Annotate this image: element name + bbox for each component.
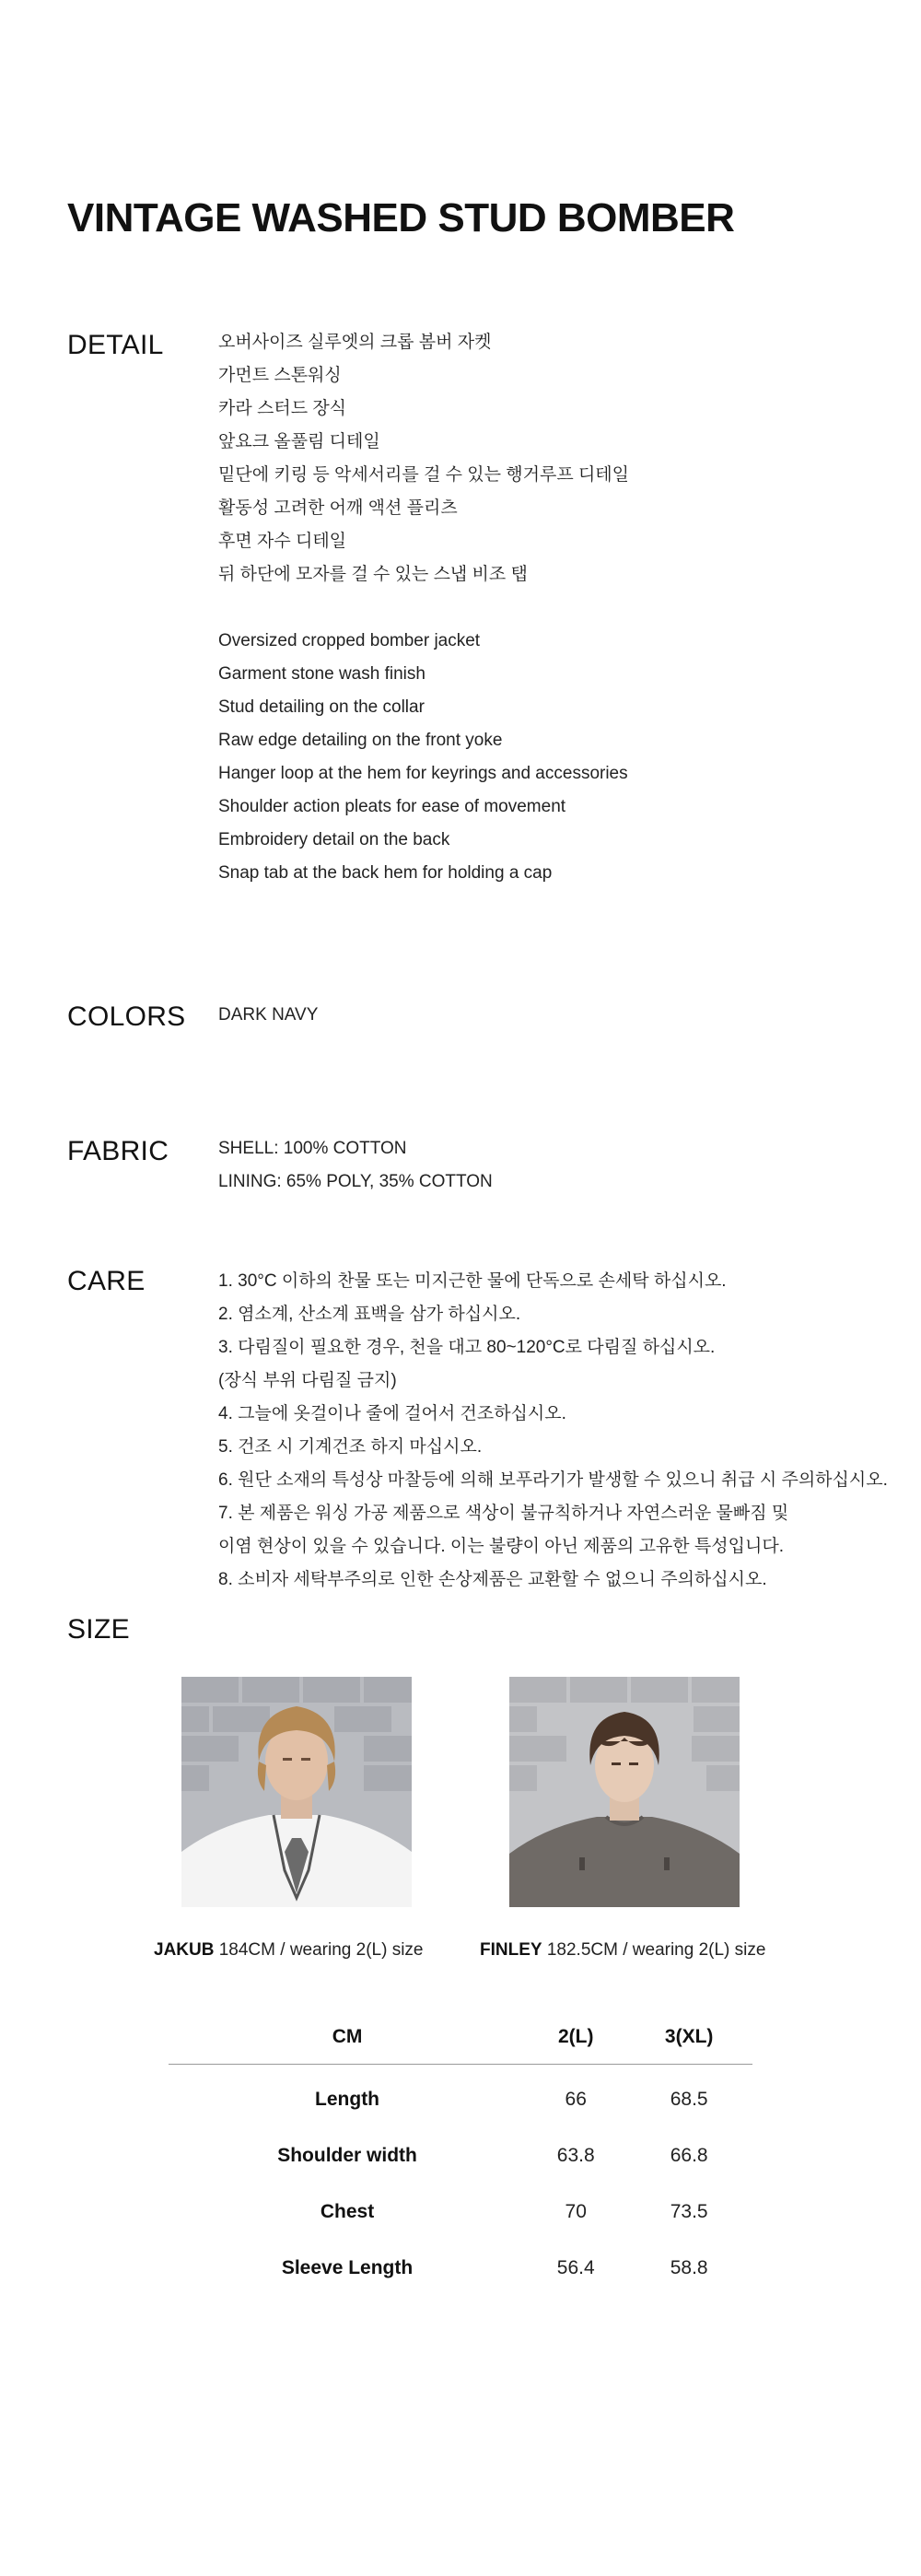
measure-value: 66: [565, 2088, 587, 2110]
detail-line-en: Stud detailing on the collar: [218, 697, 425, 717]
color-value: DARK NAVY: [218, 1005, 319, 1025]
detail-line-ko: 앞요크 올풀림 디테일: [218, 432, 380, 451]
care-line: 7. 본 제품은 워싱 가공 제품으로 색상이 불규칙하거나 자연스러운 물빠짐 및: [218, 1504, 789, 1523]
care-line: 1. 30°C 이하의 찬물 또는 미지근한 물에 단독으로 손세탁 하십시오.: [218, 1271, 727, 1291]
measure-name: Length: [315, 2088, 380, 2110]
size-label: SIZE: [67, 1614, 130, 1645]
detail-label: DETAIL: [67, 330, 164, 360]
care-line: 3. 다림질이 필요한 경우, 천을 대고 80~120°C로 다림질 하십시오.: [218, 1338, 716, 1357]
measure-value: 70: [565, 2200, 587, 2222]
table-row: [169, 2127, 752, 2184]
care-label: CARE: [67, 1266, 146, 1296]
model-name: JAKUB: [154, 1940, 215, 1960]
header-unit: CM: [169, 2010, 526, 2065]
care-line: 4. 그늘에 옷걸이나 줄에 걸어서 건조하십시오.: [218, 1404, 566, 1423]
table-row: [169, 2240, 752, 2296]
measure-value: 58.8: [670, 2256, 708, 2278]
detail-spacer: [218, 591, 629, 625]
model-photo-finley: [509, 1677, 740, 1907]
detail-line-en: Snap tab at the back hem for holding a cap: [218, 863, 553, 883]
detail-line-en: Hanger loop at the hem for keyrings and accessories: [218, 764, 628, 783]
fabric-line: LINING: 65% POLY, 35% COTTON: [218, 1172, 493, 1191]
care-line: 이염 현상이 있을 수 있습니다. 이는 불량이 아닌 제품의 고유한 특성입니다.: [218, 1537, 784, 1556]
fabric-list: [218, 1132, 493, 1199]
detail-line-en: Embroidery detail on the back: [218, 830, 450, 849]
measure-value: 56.4: [556, 2256, 595, 2278]
fabric-label: FABRIC: [67, 1136, 169, 1166]
header-size-xl: 3(XL): [625, 2010, 752, 2065]
detail-line-en: Raw edge detailing on the front yoke: [218, 731, 503, 750]
header-size-l: 2(L): [526, 2010, 625, 2065]
table-row: [169, 2065, 752, 2128]
model-name: FINLEY: [480, 1940, 542, 1960]
measure-name: Shoulder width: [277, 2144, 417, 2166]
detail-line-ko: 카라 스터드 장식: [218, 399, 347, 418]
product-title: VINTAGE WASHED STUD BOMBER: [67, 195, 735, 240]
measure-name: Chest: [320, 2200, 375, 2222]
measure-name: Sleeve Length: [281, 2256, 414, 2278]
measure-value: 73.5: [670, 2200, 708, 2222]
detail-line-ko: 후면 자수 디테일: [218, 532, 347, 551]
model-info: 184CM / wearing 2(L) size: [218, 1940, 424, 1960]
detail-line-ko: 가먼트 스톤워싱: [218, 366, 342, 385]
detail-list: [218, 326, 629, 890]
measure-value: 68.5: [670, 2088, 708, 2110]
model-caption-finley: [480, 1940, 765, 1961]
size-table: [169, 2010, 752, 2296]
care-list: [218, 1265, 888, 1597]
colors-list: [218, 999, 318, 1032]
detail-line-en: Shoulder action pleats for ease of movement: [218, 797, 566, 816]
care-line: 2. 염소계, 산소계 표백을 삼가 하십시오.: [218, 1305, 521, 1324]
detail-line-ko: 오버사이즈 실루엣의 크롭 봄버 자켓: [218, 333, 492, 352]
detail-line-en: Garment stone wash finish: [218, 664, 426, 684]
measure-value: 66.8: [670, 2144, 708, 2166]
care-line: 5. 건조 시 기계건조 하지 마십시오.: [218, 1437, 483, 1457]
care-line: (장식 부위 다림질 금지): [218, 1371, 397, 1390]
care-line: 6. 원단 소재의 특성상 마찰등에 의해 보푸라기가 발생할 수 있으니 취급 시 주의하십시오.: [218, 1470, 888, 1490]
table-row: [169, 2184, 752, 2240]
measure-value: 63.8: [556, 2144, 595, 2166]
detail-line-ko: 뒤 하단에 모자를 걸 수 있는 스냅 비조 탭: [218, 565, 528, 584]
care-line: 8. 소비자 세탁부주의로 인한 손상제품은 교환할 수 없으니 주의하십시오.: [218, 1570, 767, 1589]
detail-line-en: Oversized cropped bomber jacket: [218, 631, 481, 650]
model-caption-jakub: [154, 1940, 424, 1961]
fabric-line: SHELL: 100% COTTON: [218, 1139, 407, 1158]
model-info: 182.5CM / wearing 2(L) size: [546, 1940, 766, 1960]
size-table-header: [169, 2010, 752, 2065]
detail-line-ko: 활동성 고려한 어깨 액션 플리츠: [218, 498, 458, 518]
model-photo-jakub: [181, 1677, 412, 1907]
colors-label: COLORS: [67, 1001, 186, 1032]
detail-line-ko: 밑단에 키링 등 악세서리를 걸 수 있는 행거루프 디테일: [218, 465, 630, 485]
